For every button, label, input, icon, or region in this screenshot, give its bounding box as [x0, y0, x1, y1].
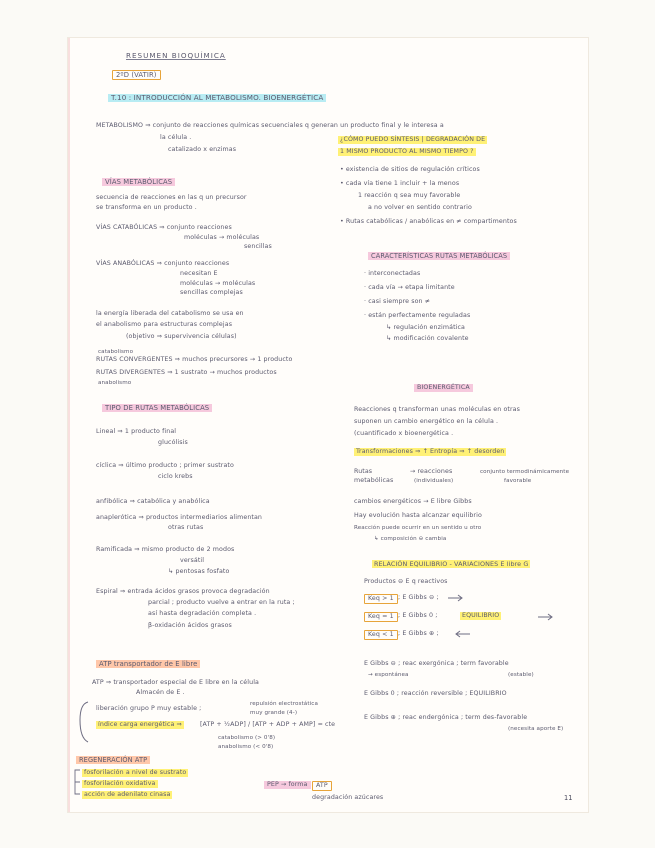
tipo-line: versátil [180, 557, 205, 564]
atp-line: liberación grupo P muy estable ; [96, 705, 202, 712]
rutas-divergentes: RUTAS DIVERGENTES ⇒ 1 sustrato → muchos productos [96, 369, 277, 376]
metabolismo-line: METABOLISMO ⇒ conjunto de reacciones químicas secuenciales q generan un producto final y le interesa a [96, 122, 444, 129]
eq-line: Productos ⊖ E q reactivos [364, 578, 448, 585]
metabolismo-line: la célula . [160, 134, 192, 141]
course-tag: 2ºD (VATIR) [112, 70, 161, 80]
eq-equilibrio: EQUILIBRIO [462, 612, 500, 619]
carac-line: · están perfectamente reguladas [364, 312, 471, 319]
regen-line: fosforilación a nivel de sustrato [84, 769, 187, 776]
bullet-line: 1 reacción q sea muy favorable [358, 192, 461, 199]
energia-line: catabolismo [98, 349, 134, 355]
question-line: ¿CÓMO PUEDO SÍNTESIS | DEGRADACIÓN DE [340, 136, 486, 143]
bio-line: (individuales) [414, 478, 454, 484]
energia-line: anabolismo [98, 380, 132, 386]
bio-line: metabólicas [354, 477, 394, 484]
tipo-line: anaplerótica ⇒ productos intermediarios alimentan [96, 514, 263, 521]
gibbs-neg-line: E Gibbs ⊖ ; reac exergónica ; term favorable [364, 660, 509, 667]
vias-line: necesitan E [180, 270, 218, 277]
atp-heading: ATP transportador de E libre [96, 660, 200, 668]
topic-heading: T.10 : INTRODUCCIÓN AL METABOLISMO. BIOENERGÉTICA [108, 94, 326, 102]
tipo-line: parcial ; producto vuelve a entrar en la ruta ; [148, 599, 295, 606]
keq-equal: Keq = 1 [364, 612, 398, 622]
brace-icon [76, 700, 92, 744]
bullet-line: • Rutas catabólicas / anabólicas en ≠ compartimentos [340, 218, 517, 225]
vias-line: sencillas complejas [180, 289, 243, 296]
energia-line: (objetivo ⇒ supervivencia células) [126, 333, 237, 340]
bio-line: cambios energéticos → E libre Gibbs [354, 498, 472, 505]
page-number: 11 [564, 794, 573, 802]
atp-line: catabolismo (> 0'8) [218, 735, 276, 741]
carac-line: ↳ modificación covalente [386, 335, 469, 342]
vias-line: moléculas → moléculas [180, 280, 256, 287]
atp-line: Almacén de E . [136, 689, 185, 696]
bio-line: favorable [504, 478, 532, 484]
bio-line: conjunto termodinámicamente [480, 469, 570, 475]
tipo-line: β-oxidación ácidos grasos [148, 622, 232, 629]
vias-catabolicas: VÍAS CATABÓLICAS ⇒ conjunto reacciones [96, 224, 232, 231]
carac-line: · cada vía → etapa limitante [364, 284, 455, 291]
tipo-line: ↳ pentosas fosfato [168, 568, 230, 575]
eq-line: ; E Gibbs 0 ; [398, 612, 438, 619]
keq-less: Keq < 1 [364, 630, 398, 640]
pep-atp: ATP [312, 781, 332, 791]
eq-line: (necesita aporte E) [508, 726, 564, 732]
bracket-arrow-icon [72, 768, 82, 796]
atp-line: ATP ⇒ transportador especial de E libre en la célula [92, 679, 260, 686]
arrow-left-icon [452, 631, 470, 637]
tipo-line: otras rutas [168, 524, 204, 531]
bio-line: suponen un cambio energético en la célula . [354, 418, 499, 425]
pep-line: PEP → forma [264, 781, 311, 789]
vias-line: secuencia de reacciones en las q un precursor [96, 194, 247, 201]
tipo-line: anfibólica ⇒ catabólica y anabólica [96, 498, 210, 505]
atp-formula: [ATP + ½ADP] / [ATP + ADP + AMP] = cte [200, 721, 336, 728]
bullet-line: • existencia de sitios de regulación críticos [340, 166, 480, 173]
atp-line: anabolismo (< 0'8) [218, 744, 274, 750]
bioenergetica-heading: BIOENERGÉTICA [414, 384, 473, 392]
regen-line: fosforilación oxidativa [84, 780, 156, 787]
bio-line: → reacciones [410, 468, 453, 475]
bio-line: Rutas [354, 468, 373, 475]
page-margin-line [68, 38, 70, 812]
tipo-line: glucólisis [158, 439, 188, 446]
atp-line: repulsión electrostática [250, 701, 318, 707]
tipo-rutas-heading: TIPO DE RUTAS METABÓLICAS [102, 404, 212, 412]
keq-greater: Keq > 1 [364, 594, 398, 604]
gibbs-pos-line: E Gibbs ⊕ ; reac endergónica ; term des-favorable [364, 714, 528, 721]
tipo-line: así hasta degradación completa . [148, 610, 257, 617]
eq-line: ; E Gibbs ⊖ ; [398, 594, 439, 601]
metabolismo-line: catalizado x enzimas [168, 146, 237, 153]
caracteristicas-heading: CARACTERÍSTICAS RUTAS METABÓLICAS [368, 252, 510, 260]
bio-line: Reacciones q transforman unas moléculas en otras [354, 406, 521, 413]
carac-line: · casi siempre son ≠ [364, 298, 431, 305]
equilibrio-heading: RELACIÓN EQUILIBRIO - VARIACIONES E libre G [374, 560, 529, 568]
question-line: 1 MISMO PRODUCTO AL MISMO TIEMPO ? [340, 148, 474, 155]
tipo-line: Espiral ⇒ entrada ácidos grasos provoca degradación [96, 588, 270, 595]
eq-line: (estable) [508, 672, 534, 678]
energia-line: el anabolismo para estructuras complejas [96, 321, 233, 328]
arrow-right-icon [538, 614, 556, 620]
tipo-line: cíclica ⇒ último producto ; primer sustrato [96, 462, 234, 469]
eq-line: ; E Gibbs ⊕ ; [398, 630, 439, 637]
eq-line: → espontánea [368, 672, 409, 678]
arrow-right-icon [448, 595, 466, 601]
notebook-page [68, 38, 588, 812]
bullet-line: a no volver en sentido contrario [368, 204, 472, 211]
carac-line: ↳ regulación enzimática [386, 324, 466, 331]
tipo-line: ciclo krebs [158, 473, 193, 480]
pep-line: degradación azúcares [312, 794, 384, 801]
energia-line: la energía liberada del catabolismo se usa en [96, 310, 244, 317]
bio-line: ↳ composición ⊖ cambia [374, 536, 447, 542]
indice-carga: índice carga energética ⇒ [98, 721, 182, 728]
regen-line: acción de adenilato cinasa [84, 791, 171, 798]
tipo-line: Ramificada ⇒ mismo producto de 2 modos [96, 546, 235, 553]
bullet-line: • cada vía tiene 1 incluir + la menos [340, 180, 460, 187]
vias-line: moléculas → moléculas [184, 234, 260, 241]
regeneracion-heading: REGENERACIÓN ATP [76, 756, 150, 764]
vias-heading: VÍAS METABÓLICAS [102, 178, 175, 186]
page-title: RESUMEN BIOQUÍMICA [126, 51, 226, 60]
bio-line: Reacción puede ocurrir en un sentido u otro [354, 525, 482, 531]
bio-line: Hay evolución hasta alcanzar equilibrio [354, 512, 482, 519]
carac-line: · interconectadas [364, 270, 421, 277]
bio-line: (cuantificado x bioenergética . [354, 430, 454, 437]
atp-line: muy grande (4-) [250, 710, 298, 716]
transformaciones: Transformaciones ⇒ ↑ Entropía ⇒ ↑ desorden [356, 448, 505, 455]
vias-anabolicas: VÍAS ANABÓLICAS ⇒ conjunto reacciones [96, 260, 230, 267]
gibbs-zero-line: E Gibbs 0 ; reacción reversible ; EQUILIBRIO [364, 690, 507, 697]
tipo-line: Lineal ⇒ 1 producto final [96, 428, 177, 435]
vias-line: sencillas [244, 243, 272, 250]
rutas-convergentes: RUTAS CONVERGENTES ⇒ muchos precursores → 1 producto [96, 356, 293, 363]
vias-line: se transforma en un producto . [96, 204, 197, 211]
